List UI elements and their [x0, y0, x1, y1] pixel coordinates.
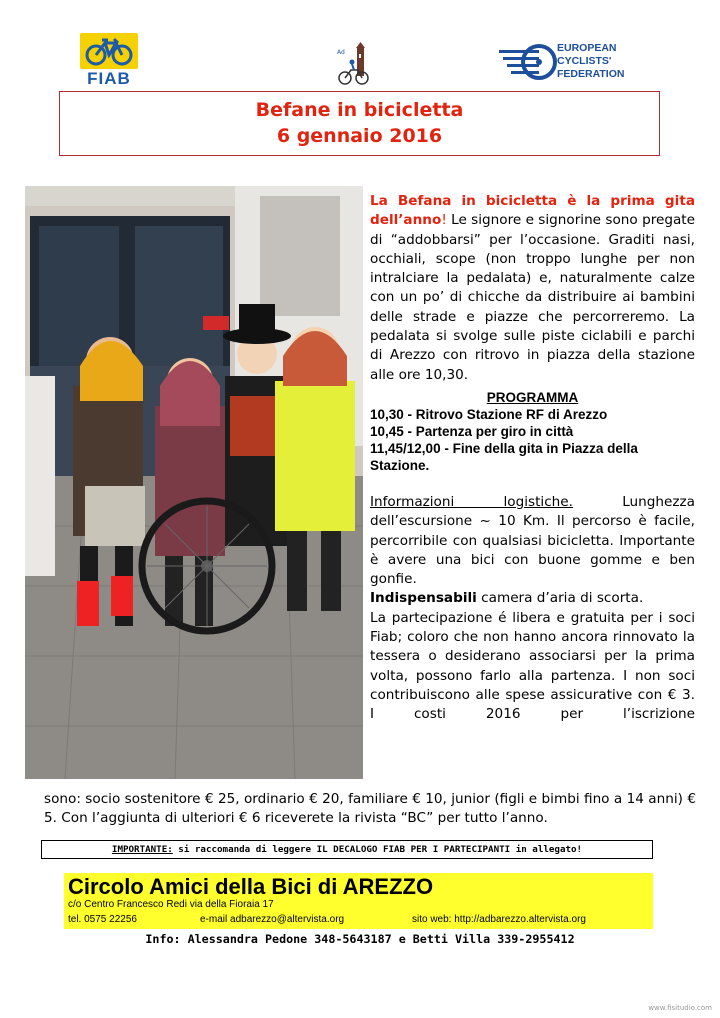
watermark: www.fisitudio.com: [648, 1004, 712, 1012]
logistics-heading: Informazioni logistiche.: [370, 493, 573, 510]
befane-photo: [25, 186, 363, 779]
logistics-text: Lunghezza dell’escursione ~ 10 Km. Il percorso è facile, percorribile con qualsiasi bicicletta. Importante è avere una bici con buone gomme e ben gonfie.: [370, 493, 695, 588]
ecf-line-3: FEDERATION: [557, 68, 625, 80]
ecf-line-1: EUROPEAN: [557, 42, 617, 54]
spare-tube-line: [370, 589, 695, 608]
event-title: Befane in bicicletta: [255, 99, 464, 121]
intro-paragraph: [370, 192, 695, 385]
logistics-paragraph: [370, 493, 695, 589]
contact-info: Info: Alessandra Pedone 348-5643187 e Betti Villa 339-2955412: [145, 932, 575, 946]
bicycle-icon: [80, 33, 138, 69]
program-item: 10,30 - Ritrovo Stazione RF di Arezzo: [370, 406, 608, 422]
intro-exclaim: !: [441, 212, 447, 229]
spare-tube-text: camera d’aria di scorta.: [476, 590, 644, 607]
right-column: [370, 192, 695, 725]
club-website[interactable]: sito web: http://adbarezzo.altervista.org: [412, 914, 586, 925]
title-box: [59, 91, 660, 156]
ecf-logo-text: [557, 42, 657, 81]
fiab-logo-text: FIAB: [87, 69, 131, 88]
svg-text:Ad: Ad: [337, 49, 345, 56]
important-notice: [41, 840, 653, 859]
club-address: c/o Centro Francesco Redi via della Fioraia 17: [68, 899, 274, 910]
intro-highlight: La Befana in bicicletta è la prima gita dell’anno: [370, 193, 695, 229]
participation-paragraph: La partecipazione é libera e gratuita per i soci Fiab; coloro che non hanno ancora rinnovato la tessera o desiderano associarsi per la prima volta, possono farlo alla partenza. I non soci contribuiscono alle spese assicurative con € 3. I costi 2016 per l’iscrizione: [370, 609, 695, 723]
ecf-line-2: CYCLISTS': [557, 55, 612, 67]
event-date: 6 gennaio 2016: [276, 125, 443, 147]
intro-body: Le signore e signorine sono pregate di “addobbarsi” per l’occasione. Graditi nasi, occhiali, scope (non troppo lunghe per non intralciare la pedalata) e, naturalmente calze con un po’ di chicche da distribuire ai bambini delle strade e piazze che percorreremo. La pedalata si svolge sulle piste ciclabili e parchi di Arezzo con ritrovo in piazza della stazione alle ore 10,30.: [370, 212, 695, 383]
important-text: si raccomanda di leggere IL DECALOGO FIAB PER I PARTECIPANTI in allegato!: [172, 844, 583, 855]
club-name: Circolo Amici della Bici di AREZZO: [68, 874, 434, 899]
club-phone: tel. 0575 22256: [68, 914, 137, 925]
spare-tube-bold: Indispensabili: [370, 590, 477, 607]
fees-paragraph: sono: socio sostenitore € 25, ordinario € 20, familiare € 10, junior (figli e bimbi fino a 14 anni) € 5. Con l’aggiunta di ulteriori € 6 riceverete la rivista “BC” per tutto l’anno.: [44, 791, 696, 827]
club-tower-cyclist-icon: [335, 42, 373, 88]
program-item: 11,45/12,00 - Fine della gita in Piazza della Stazione.: [370, 440, 638, 473]
program-item: 10,45 - Partenza per giro in città: [370, 423, 574, 439]
fiab-logo: [80, 33, 138, 87]
important-label: IMPORTANTE:: [111, 844, 173, 855]
club-email[interactable]: e-mail adbarezzo@altervista.org: [200, 914, 345, 925]
ecf-wheel-icon: [499, 42, 557, 86]
program-title: PROGRAMMA: [486, 389, 579, 405]
